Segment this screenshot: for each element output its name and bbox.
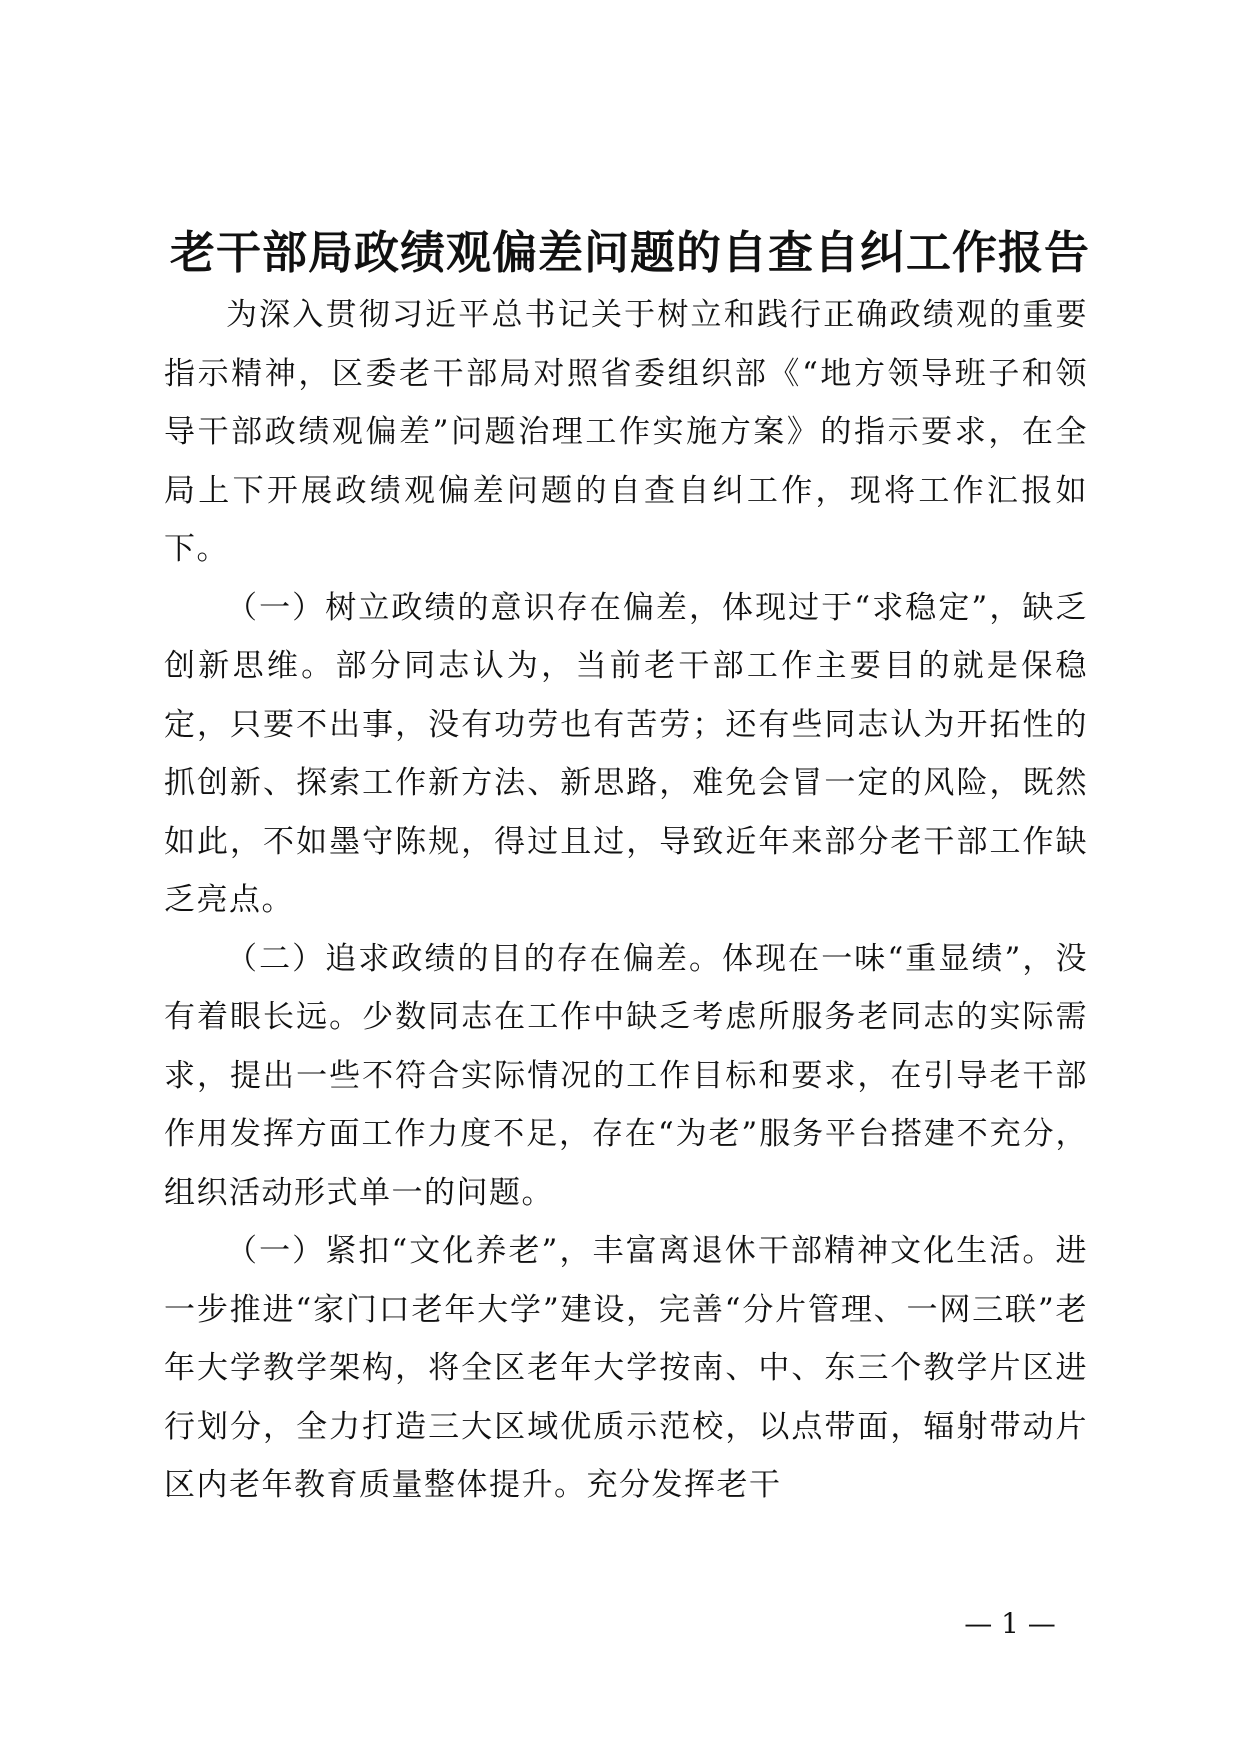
paragraph-issue-1: （一）树立政绩的意识存在偏差，体现过于“求稳定”，缺乏创新思维。部分同志认为，当前老干部工作主要目的就是保稳定，只要不出事，没有功劳也有苦劳；还有些同志认为开拓性的抓创新、探索工作新方法、新思路，难免会冒一定的风险，既然如此，不如墨守陈规，得过且过，导致近年来部分老干部工作缺乏亮点。 — [164, 589, 1088, 918]
document-title: 老干部局政绩观偏差问题的自查自纠工作报告 — [169, 226, 1090, 279]
document-body — [164, 286, 1088, 1515]
paragraph-issue-2: （二）追求政绩的目的存在偏差。体现在一味“重显绩”，没有着眼长远。少数同志在工作中缺乏考虑所服务老同志的实际需求，提出一些不符合实际情况的工作目标和要求，在引导老干部作用发挥方面工作力度不足，存在“为老”服务平台搭建不充分，组织活动形式单一的问题。 — [164, 940, 1088, 1211]
page-number: — 1 — — [964, 1607, 1056, 1640]
paragraph-intro: 为深入贯彻习近平总书记关于树立和践行正确政绩观的重要指示精神，区委老干部局对照省委组织部《“地方领导班子和领导干部政绩观偏差”问题治理工作实施方案》的指示要求，在全局上下开展政绩观偏差问题的自查自纠工作，现将工作汇报如下。 — [164, 297, 1088, 567]
paragraph-measure-1: （一）紧扣“文化养老”，丰富离退休干部精神文化生活。进一步推进“家门口老年大学”建设，完善“分片管理、一网三联”老年大学教学架构，将全区老年大学按南、中、东三个教学片区进行划分，全力打造三大区域优质示范校，以点带面，辐射带动片区内老年教育质量整体提升。充分发挥老干 — [164, 1233, 1088, 1503]
